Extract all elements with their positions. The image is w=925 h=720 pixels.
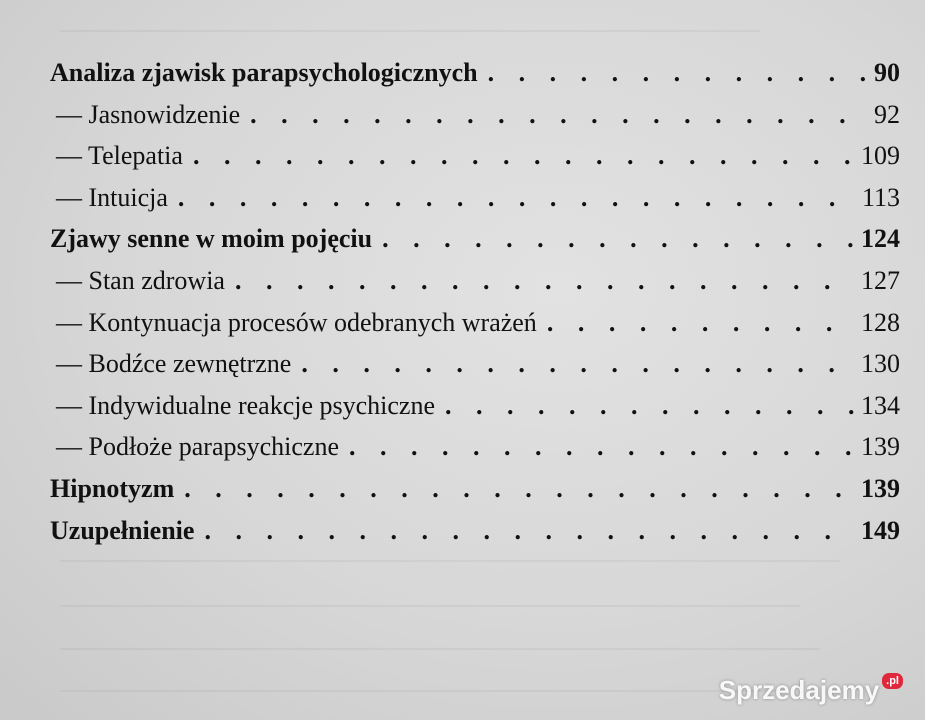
- show-through-line: [60, 30, 760, 32]
- toc-entry-page: 109: [861, 141, 900, 171]
- toc-entry-title: Zjawy senne w moim pojęciu: [50, 224, 373, 254]
- table-of-contents: [48, 52, 900, 551]
- toc-leader-dots: [445, 385, 855, 427]
- toc-entry: [48, 52, 900, 94]
- toc-entry-title: — Intuicja: [56, 182, 168, 212]
- toc-entry-title: Analiza zjawisk parapsychologicznych: [50, 58, 478, 87]
- toc-entry-title: — Podłoże parapsychiczne: [56, 432, 340, 462]
- toc-entry-title: — Bodźce zewnętrzne: [56, 349, 292, 379]
- toc-entry-page: 113: [861, 182, 900, 212]
- toc-entry: [48, 177, 900, 219]
- toc-entry-page: 149: [861, 515, 900, 545]
- toc-entry-title: Uzupełnienie: [50, 515, 195, 545]
- toc-entry-page: 124: [861, 224, 900, 254]
- toc-entry: [48, 302, 900, 344]
- toc-entry: [48, 135, 900, 177]
- toc-entry-page: 127: [861, 265, 900, 295]
- toc-entry: [48, 218, 900, 260]
- toc-leader-dots: [193, 135, 855, 177]
- toc-leader-dots: [382, 218, 855, 260]
- toc-entry-page: 90: [874, 58, 900, 87]
- toc-entry: [48, 426, 900, 468]
- toc-leader-dots: [235, 260, 855, 302]
- toc-entry-page: 128: [861, 307, 900, 337]
- toc-entry: [48, 510, 900, 552]
- toc-entry-page: 134: [861, 390, 900, 420]
- toc-entry-page: 130: [861, 349, 900, 379]
- watermark-badge: .pl: [882, 673, 903, 689]
- toc-entry: [48, 343, 900, 385]
- toc-leader-dots: [184, 468, 855, 510]
- toc-leader-dots: [204, 510, 855, 552]
- show-through-line: [60, 560, 840, 562]
- show-through-line: [60, 605, 800, 607]
- toc-entry: [48, 385, 900, 427]
- toc-entry-page: 92: [874, 99, 900, 129]
- toc-entry: [48, 468, 900, 510]
- toc-entry-title: Hipnotyzm: [50, 473, 175, 503]
- watermark-text: Sprzedajemy: [718, 675, 880, 705]
- watermark-logo: [719, 675, 903, 706]
- toc-entry: [48, 94, 900, 136]
- show-through-line: [60, 690, 780, 692]
- show-through-line: [60, 648, 820, 650]
- toc-entry-title: — Indywidualne reakcje psychiczne: [56, 390, 436, 420]
- toc-leader-dots: [349, 426, 855, 468]
- toc-entry-page: 139: [861, 473, 900, 503]
- toc-leader-dots: [547, 302, 855, 344]
- toc-entry-page: 139: [861, 432, 900, 462]
- toc-entry-title: — Telepatia: [56, 141, 183, 171]
- toc-leader-dots: [178, 177, 856, 219]
- toc-entry: [48, 260, 900, 302]
- toc-entry-title: — Stan zdrowia: [56, 265, 225, 295]
- toc-entry-title: — Jasnowidzenie: [56, 99, 241, 129]
- toc-leader-dots: [488, 52, 868, 94]
- toc-leader-dots: [301, 343, 855, 385]
- toc-entry-title: — Kontynuacja procesów odebranych wrażeń: [56, 307, 537, 337]
- toc-leader-dots: [250, 94, 868, 136]
